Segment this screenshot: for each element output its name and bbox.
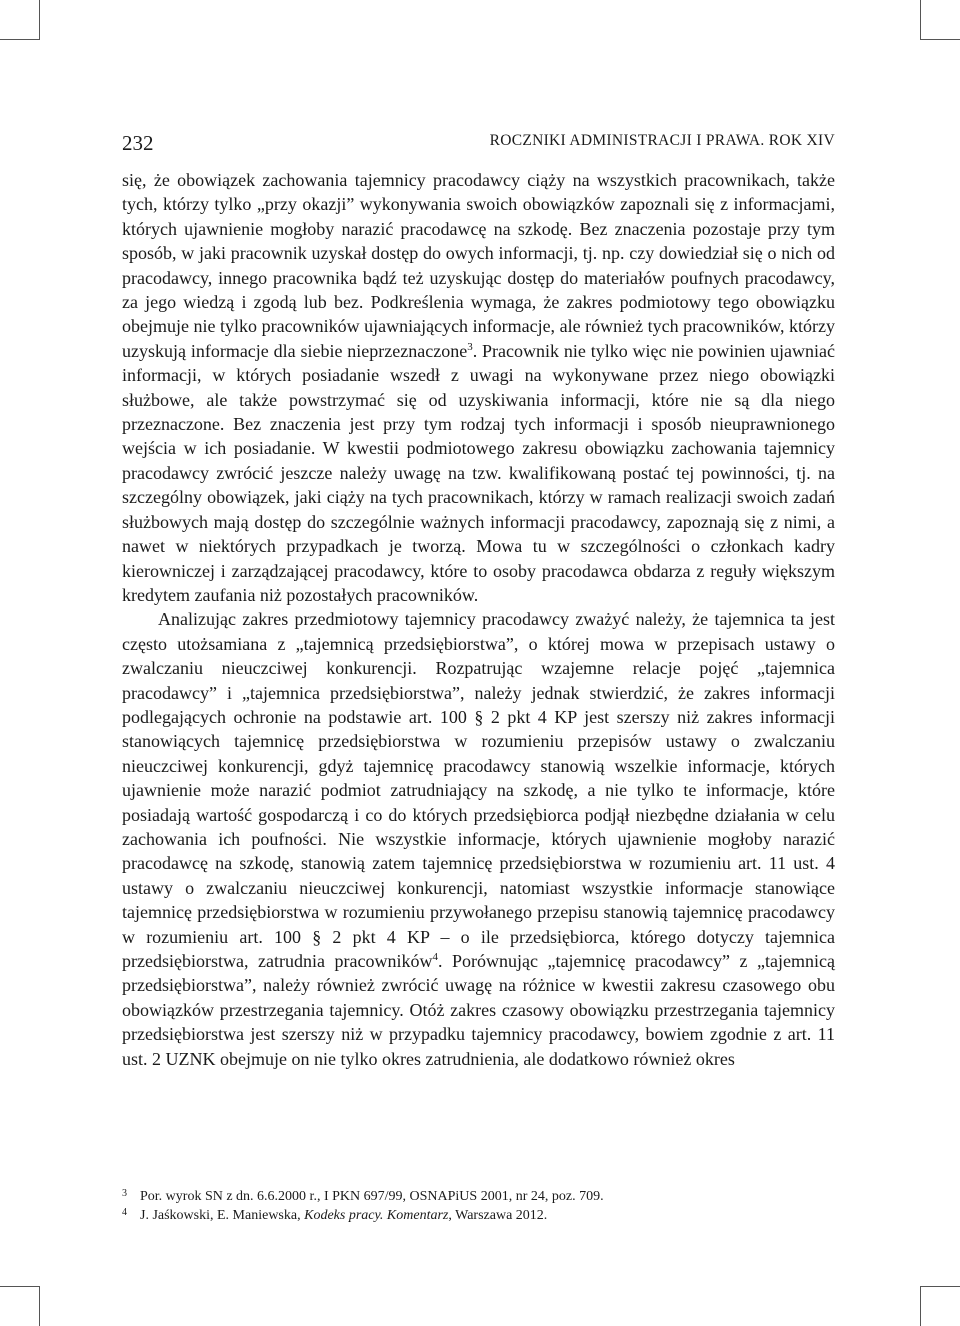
paragraph-2-text-a: Analizując zakres przedmiotowy tajemnicy pracodawcy zważyć należy, że tajemnica ta jest często utożsamiana z „tajemnicą przedsiębiorstwa”, o której mowa w przepisach ustawy o zwalczaniu nieuczciwej konkurencji. Rozpatrując wzajemne relacje pojęć „tajemnica pracodawcy” i „tajemnica przedsiębiorstwa”, należy jednak stwierdzić, że zakres informacji podlegających ochronie na podstawie art. 100 § 2 pkt 4 KP jest szerszy niż zakres informacji stanowiących tajemnicę przedsiębiorstwa w rozumieniu przepisów ustawy o zwalczaniu nieuczciwej konkurencji, gdyż tajemnicę pracodawcy stanowią wszelkie informacje, których ujawnienie może narazić podmiot zatrudniający na szkodę, a nie tylko te informacje, które posiadają wartość gospodarczą i co do których przedsiębiorca podjął niezbędne działania w celu zachowania ich poufności. Nie wszystkie informacje, których ujawnienie mogłoby narazić pracodawcę na szkodę, stanowią zatem tajemnicę przedsiębiorstwa w rozumieniu art. 11 ust. 4 ustawy o zwalczaniu nieuczciwej konkurencji, natomiast wszystkie informacje stanowiące tajemnicę przedsiębiorstwa w rozumieniu przywołanego przepisu stanowią tajemnicę pracodawcy w rozumieniu art. 100 § 2 pkt 4 KP – o ile przedsiębiorca, którego dotyczy tajemnica przedsiębiorstwa, zatrudnia pracowników (122, 609, 835, 971)
footnote-number: 4 (122, 1207, 127, 1218)
paragraph-2 (122, 607, 835, 1071)
crop-mark-top-left-vertical (39, 0, 40, 40)
crop-mark-bottom-left-horizontal (0, 1286, 40, 1287)
footnote-ref-3[interactable]: 3 (467, 340, 473, 353)
footnote-text: Por. wyrok SN z dn. 6.6.2000 r., I PKN 697/99, OSNAPiUS 2001, nr 24, poz. 709. (140, 1189, 604, 1204)
crop-mark-bottom-right-horizontal (920, 1286, 960, 1287)
paragraph-1-text-b: . Pracownik nie tylko więc nie powinien ujawniać informacji, w których posiadanie wszedł z uwagi na wykonywane przez niego obowiązki służbowe, ale także powstrzymać się od uzyskiwania informacji, które nie są dla niego przeznaczone. Bez znaczenia jest przy tym rodzaj tych informacji i sposób nieuprawnionego wejścia w ich posiadanie. W kwestii podmiotowego zakresu obowiązku zachowania tajemnicy pracodawcy zwrócić jeszcze należy uwagę na tzw. kwalifikowaną postać tej powinności, tj. na szczególny obowiązek, jaki ciąży na tych pracownikach, którzy w ramach realizacji swoich zadań służbowych mają dostęp do szczególnie ważnych informacji pracodawcy, zapoznają się z nimi, a nawet w niektórych przypadkach je tworzą. Mowa tu w szczególności o członkach kadry kierowniczej i zarządzającej pracodawcy, które to osoby pracodawca obdarza z reguły większym kredytem zaufania niż pozostałych pracowników. (122, 340, 836, 605)
footnote-author: J. Jaśkowski, E. Maniewska, (140, 1208, 305, 1223)
footnote-rest: , Warszawa 2012. (448, 1208, 548, 1223)
footnotes (122, 1187, 835, 1225)
footnote-4 (122, 1206, 835, 1225)
paragraph-2-text-b: . Porównując „tajemnicę pracodawcy” z „tajemnicą przedsiębiorstwa”, należy również zwrócić uwagę na różnice w kwestii zakresu czasowego obu obowiązków przestrzegania tajemnicy. Otóż zakres czasowy obowiązku przestrzegania tajemnicy przedsiębiorstwa jest szerszy niż w przypadku tajemnicy pracodawcy, bowiem zgodnie z art. 11 ust. 2 UZNK obejmuje on nie tylko okres zatrudnienia, ale dodatkowo również okres (122, 951, 835, 1069)
crop-mark-bottom-right-vertical (920, 1286, 921, 1326)
footnote-3 (122, 1187, 835, 1206)
footnote-ref-4[interactable]: 4 (432, 951, 438, 963)
paragraph-1-text-a: się, że obowiązek zachowania tajemnicy pracodawcy ciąży na wszystkich pracownikach, także tych, którzy tylko „przy okazji” wykonywania swoich obowiązków zapoznali się z informacjami, których ujawnienie mogłoby narazić pracodawcę na szkodę. Bez znaczenia pozostaje przy tym sposób, w jaki pracownik uzyskał dostęp do owych informacji, tj. np. czy dowiedział się o nich od pracodawcy, innego pracownika bądź też uzyskując dostęp do materiałów poufnych pracodawcy, za jego wiedzą i zgodą lub bez. Podkreślenia wymaga, że zakres podmiotowy tego obowiązku obejmuje nie tylko pracowników ujawniających informacje, ale również tych pracowników, którzy uzyskują informacje dla siebie nieprzeznaczone (122, 170, 835, 361)
crop-mark-top-right-vertical (920, 0, 921, 40)
page-number: 232 (122, 131, 154, 155)
footnote-number: 3 (122, 1188, 127, 1199)
crop-mark-top-left-horizontal (0, 39, 40, 40)
running-head: ROCZNIKI ADMINISTRACJI I PRAWA. ROK XIV (489, 132, 835, 149)
page-header (122, 128, 835, 158)
footnote-book-title: Kodeks pracy. Komentarz (304, 1208, 449, 1223)
body-text (122, 168, 835, 1071)
crop-mark-top-right-horizontal (920, 39, 960, 40)
crop-mark-bottom-left-vertical (39, 1286, 40, 1326)
paragraph-1 (122, 168, 835, 607)
